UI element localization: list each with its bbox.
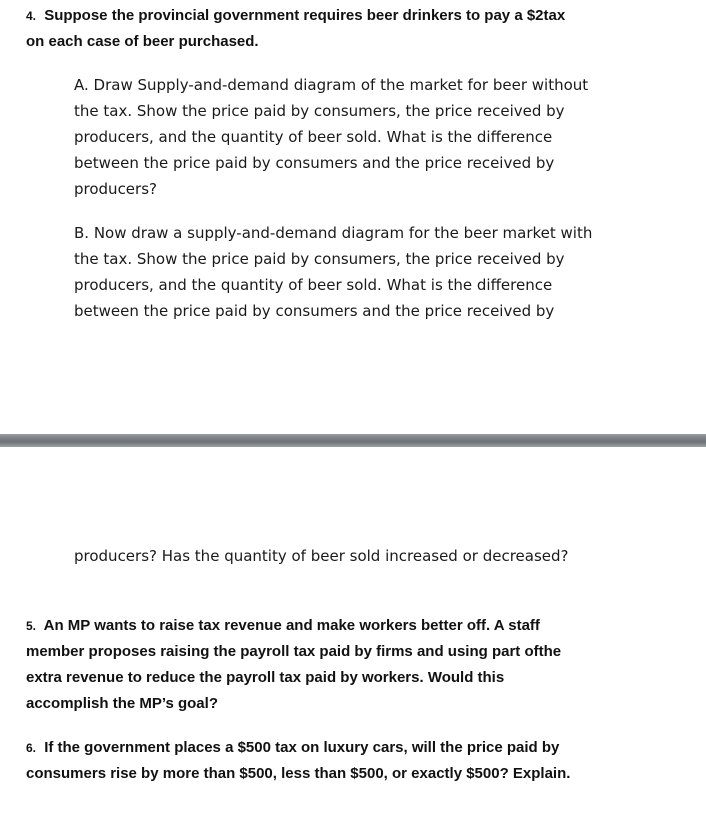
question-4-number: 4. bbox=[26, 9, 37, 23]
question-6-number: 6. bbox=[26, 741, 37, 755]
part-a-line: producers? bbox=[74, 180, 157, 198]
question-4-text-line-1: Suppose the provincial government requires beer drinkers to pay a $2tax bbox=[44, 7, 566, 24]
question-6-line: consumers rise by more than $500, less than $500, or exactly $500? Explain. bbox=[26, 765, 571, 782]
question-4-line-2: on each case of beer purchased. bbox=[26, 33, 259, 50]
question-4-line-1 bbox=[26, 3, 565, 29]
part-b-line: producers, and the quantity of beer sold. What is the difference bbox=[74, 276, 553, 294]
question-5-number: 5. bbox=[26, 619, 37, 633]
question-5-line: member proposes raising the payroll tax paid by firms and using part ofthe bbox=[26, 643, 562, 660]
question-5-line-1 bbox=[26, 613, 540, 639]
part-a-line: between the price paid by consumers and the price received by bbox=[74, 154, 555, 172]
page-break-divider bbox=[0, 434, 706, 447]
question-5-line: extra revenue to reduce the payroll tax paid by workers. Would this bbox=[26, 669, 505, 686]
question-5-line: accomplish the MP’s goal? bbox=[26, 695, 218, 712]
part-b-line: B. Now draw a supply-and-demand diagram for the beer market with bbox=[74, 224, 593, 242]
part-a-line: the tax. Show the price paid by consumers, the price received by bbox=[74, 102, 565, 120]
question-6-line-1 bbox=[26, 735, 559, 761]
question-5-text-line-1: An MP wants to raise tax revenue and make workers better off. A staff bbox=[43, 617, 540, 634]
part-b-continued-line: producers? Has the quantity of beer sold increased or decreased? bbox=[74, 547, 569, 565]
part-a-line: A. Draw Supply-and-demand diagram of the market for beer without bbox=[74, 76, 589, 94]
part-b-line: between the price paid by consumers and the price received by bbox=[74, 302, 555, 320]
part-b-line: the tax. Show the price paid by consumers, the price received by bbox=[74, 250, 565, 268]
part-a-line: producers, and the quantity of beer sold. What is the difference bbox=[74, 128, 553, 146]
question-6-text-line-1: If the government places a $500 tax on luxury cars, will the price paid by bbox=[44, 739, 560, 756]
